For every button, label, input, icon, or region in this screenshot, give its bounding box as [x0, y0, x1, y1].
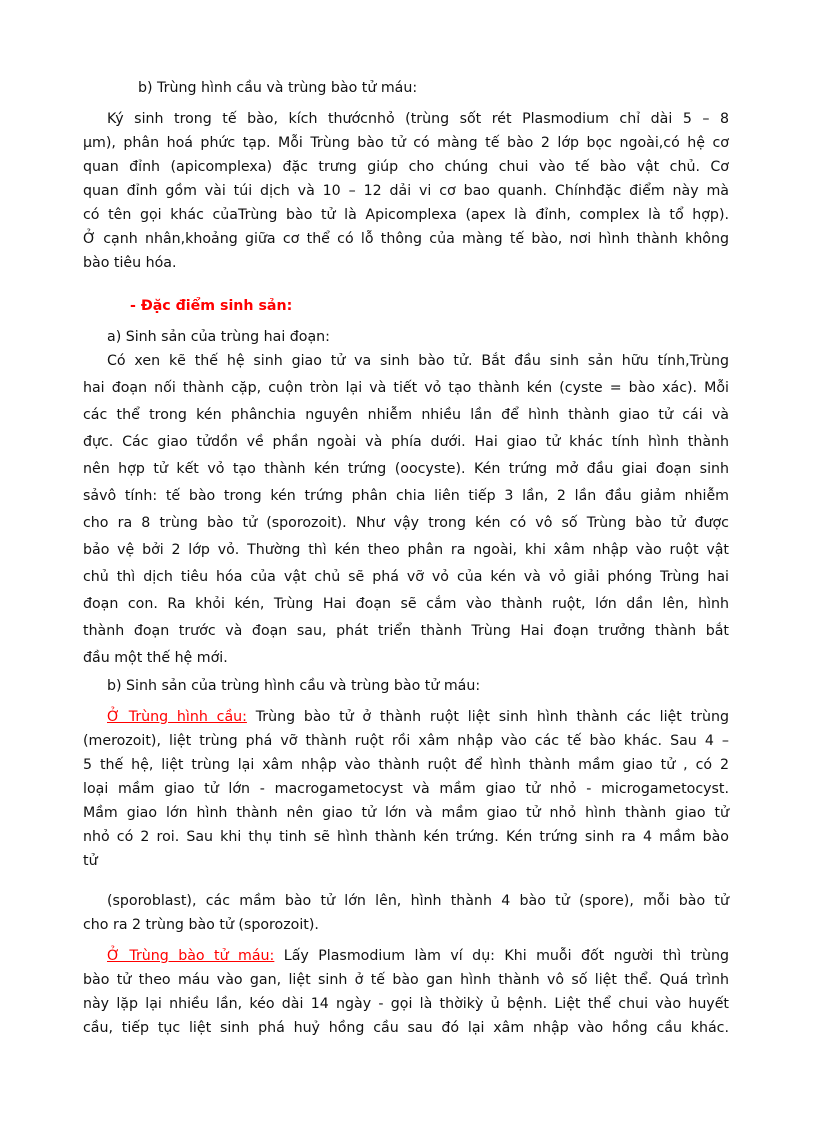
trung-bao-tu-mau-label: Ở Trùng bào tử máu:: [107, 948, 275, 964]
subheading-a: a) Sinh sản của trùng hai đoạn:: [107, 329, 330, 345]
text-run: Trùng bào tử ở thành ruột liệt sinh hình thành các liệt trùng: [255, 709, 730, 725]
text-line: quan đỉnh gồm vài túi dịch và 10 – 12 dải vi cơ bao quanh. Chínhđặc điểm này mà: [83, 183, 729, 199]
text-line: có tên gọi khác củaTrùng bào tử là Apicomplexa (apex là đỉnh, complex là tổ hợp).: [83, 207, 729, 223]
text-line: [107, 948, 729, 964]
text-line: (merozoit), liệt trùng phá vỡ thành ruột rồi xâm nhập vào các tế bào khác. Sau 4 –: [83, 733, 729, 749]
text-line: cho ra 2 trùng bào tử (sporozoit).: [83, 917, 319, 933]
text-line: cầu, tiếp tục liệt sinh phá huỷ hồng cầu sau đó lại xâm nhập vào hồng cầu khác.: [83, 1020, 729, 1036]
text-line: bào tử theo máu vào gan, liệt sinh ở tế bào gan hình thành vô số liệt thể. Quá trình: [83, 972, 729, 988]
text-line: 5 thế hệ, liệt trùng lại xâm nhập vào thành ruột để hình thành mầm giao tử , có 2: [83, 757, 729, 773]
reproduction-heading: - Đặc điểm sinh sản:: [130, 298, 293, 314]
text-line: quan đỉnh (apicomplexa) đặc trưng giúp cho chúng chui vào tế bào vật chủ. Cơ: [83, 159, 729, 175]
text-line: Ở cạnh nhân,khoảng giữa cơ thể có lỗ thông của màng tế bào, nơi hình thành không: [83, 231, 729, 247]
text-line: (sporoblast), các mầm bào tử lớn lên, hình thành 4 bào tử (spore), mỗi bào tử: [107, 893, 729, 909]
text-line: đực. Các giao tửdồn về phần ngoài và phía dưới. Hai giao tử khác tính hình thành: [83, 434, 729, 450]
text-line: sảvô tính: tế bào trong kén trứng phân chia liên tiếp 3 lần, 2 lần đầu giảm nhiễm: [83, 488, 729, 504]
section-b-title: b) Trùng hình cầu và trùng bào tử máu:: [138, 80, 418, 96]
text-line: loại mầm giao tử lớn - macrogametocyst và mầm giao tử nhỏ - microgametocyst.: [83, 781, 729, 797]
text-line: đoạn con. Ra khỏi kén, Trùng Hai đoạn sẽ cắm vào thành ruột, lớn dần lên, hình: [83, 596, 729, 612]
trung-hinh-cau-label: Ở Trùng hình cầu:: [107, 709, 247, 725]
text-line: bảo vệ bởi 2 lớp vỏ. Thường thì kén theo phân ra ngoài, khi xâm nhập vào ruột vật: [83, 542, 729, 558]
text-run: Lấy Plasmodium làm ví dụ: Khi muỗi đốt người thì trùng: [283, 948, 730, 964]
text-line: thành đoạn trước và đoạn sau, phát triển thành Trùng Hai đoạn trưởng thành bắt: [83, 623, 729, 639]
text-line: [107, 709, 729, 725]
text-line: chủ thì dịch tiêu hóa của vật chủ sẽ phá vỡ vỏ của kén và vỏ giải phóng Trùng hai: [83, 569, 729, 585]
text-line: bào tiêu hóa.: [83, 255, 177, 271]
text-line: nên hợp tử kết vỏ tạo thành kén trứng (oocyste). Kén trứng mở đầu giai đoạn sinh: [83, 461, 729, 477]
text-line: hai đoạn nối thành cặp, cuộn tròn lại và tiết vỏ tạo thành kén (cyste = bào xác). Mỗi: [83, 380, 729, 396]
subheading-b: b) Sinh sản của trùng hình cầu và trùng bào tử máu:: [107, 678, 481, 694]
text-line: này lặp lại nhiều lần, kéo dài 14 ngày - gọi là thờikỳ ủ bệnh. Liệt thể chui vào huyết: [83, 996, 729, 1012]
text-line: Ký sinh trong tế bào, kích thướcnhỏ (trùng sốt rét Plasmodium chỉ dài 5 – 8: [107, 111, 729, 127]
text-line: Có xen kẽ thế hệ sinh giao tử va sinh bào tử. Bắt đầu sinh sản hữu tính,Trùng: [107, 353, 729, 369]
text-line: Mầm giao lớn hình thành nên giao tử lớn và mầm giao tử nhỏ hình thành giao tử: [83, 805, 729, 821]
text-line: các thể trong kén phânchia nguyên nhiễm nhiều lần để hình thành giao tử cái và: [83, 407, 729, 423]
text-line: nhỏ có 2 roi. Sau khi thụ tinh sẽ hình thành kén trứng. Kén trứng sinh ra 4 mầm bào: [83, 829, 729, 845]
text-line: tử: [83, 853, 98, 869]
text-line: cho ra 8 trùng bào tử (sporozoit). Như vậy trong kén có vô số Trùng bào tử được: [83, 515, 729, 531]
text-line: µm), phân hoá phức tạp. Mỗi Trùng bào tử có màng tế bào 2 lớp bọc ngoài,có hệ cơ: [83, 135, 729, 151]
text-line: đầu một thế hệ mới.: [83, 650, 228, 666]
